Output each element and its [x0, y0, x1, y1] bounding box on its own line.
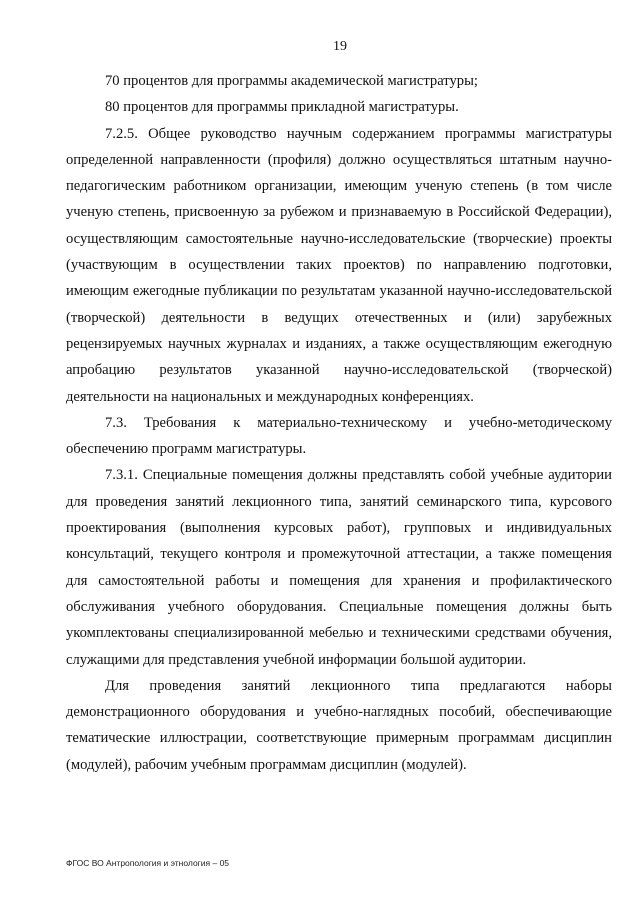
document-footer: ФГОС ВО Антропология и этнология – 05	[66, 858, 230, 868]
page-number: 19	[333, 39, 347, 54]
text-line-academic: 70 процентов для программы академической магистратуры;	[105, 73, 478, 89]
paragraph-7-3-1: 7.3.1. Специальные помещения должны представлять собой учебные аудитории для проведения занятий лекционного типа, занятий семинарского типа, курсового проектирования (выполнения курсовых работ), групповых и индивидуальных консультаций, текущего контроля и промежуточной аттестации, а также помещения для самостоятельной работы и помещения для хранения и профилактического обслуживания учебного оборудования. Специальные помещения должны быть укомплектованы специализированной мебелью и техническими средствами обучения, служащими для представления учебной информации большой аудитории.	[66, 467, 612, 668]
paragraph-7-2-5: 7.2.5. Общее руководство научным содержанием программы магистратуры определенной направленности (профиля) должно осуществляться штатным научно-педагогическим работником организации, имеющим ученую степень (в том числе ученую степень, присвоенную за рубежом и признаваемую в Российской Федерации), осуществляющим самостоятельные научно-исследовательские (творческие) проекты (участвующим в осуществлении таких проектов) по направлению подготовки, имеющим ежегодные публикации по результатам указанной научно-исследовательской (творческой) деятельности в ведущих отечественных и (или) зарубежных рецензируемых научных журналах и изданиях, а также осуществляющим ежегодную апробацию результатов указанной научно-исследовательской (творческой) деятельности на национальных и международных конференциях.	[66, 125, 612, 405]
paragraph-7-3: 7.3. Требования к материально-техническому и учебно-методическому обеспечению программ магистратуры.	[66, 414, 612, 458]
text-line-applied: 80 процентов для программы прикладной магистратуры.	[105, 99, 459, 116]
paragraph-lecture-equipment: Для проведения занятий лекционного типа предлагаются наборы демонстрационного оборудования и учебно-наглядных пособий, обеспечивающие тематические иллюстрации, соответствующие примерным программам дисциплин (модулей), рабочим учебным программам дисциплин (модулей).	[66, 677, 612, 773]
body-text	[66, 121, 612, 778]
